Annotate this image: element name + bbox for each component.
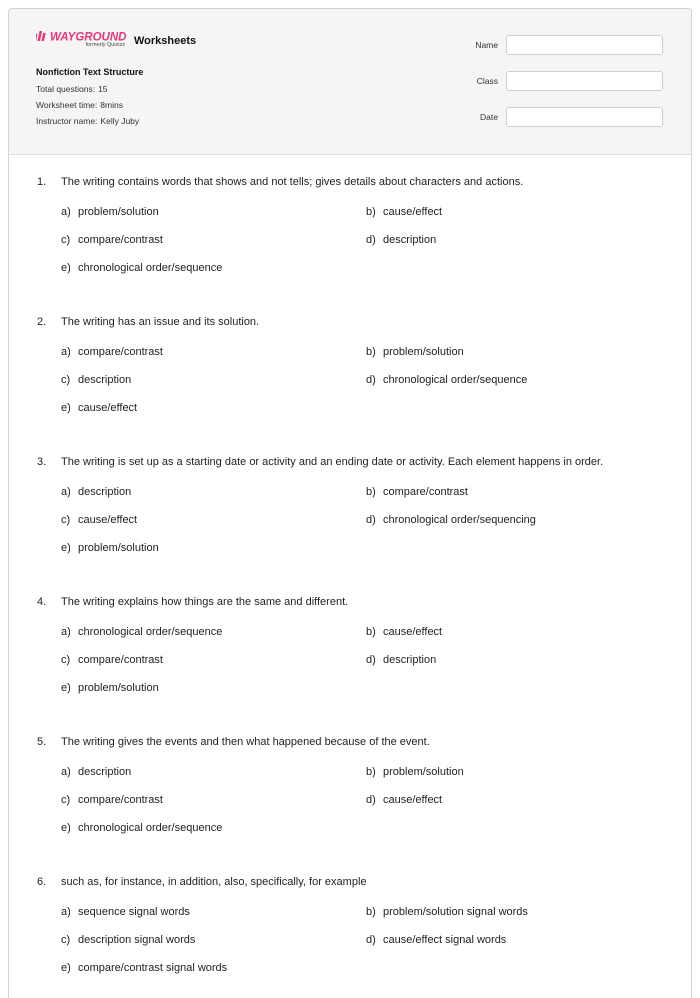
answer-option[interactable] [366, 234, 436, 246]
date-label: Date [480, 112, 498, 122]
question-prompt: The writing gives the events and then what happened because of the event. [61, 736, 430, 748]
answer-option[interactable] [61, 542, 159, 554]
option-text: description [383, 654, 437, 666]
instructor-name: Instructor name: Kelly Juby [36, 116, 140, 126]
answer-option[interactable] [61, 654, 163, 666]
option-letter: a) [61, 486, 71, 498]
answer-option[interactable] [61, 346, 163, 358]
option-text: compare/contrast signal words [78, 962, 228, 974]
option-text: sequence signal words [78, 906, 190, 918]
option-text: cause/effect [383, 794, 443, 806]
question-text [37, 316, 259, 328]
question-number: 5. [37, 736, 47, 748]
option-text: problem/solution [383, 346, 464, 358]
option-letter: c) [61, 374, 71, 386]
date-field-row [475, 106, 663, 128]
answer-option[interactable] [61, 262, 222, 274]
option-text: chronological order/sequence [78, 822, 223, 834]
question-text [37, 176, 523, 188]
answer-option[interactable] [61, 234, 163, 246]
question-prompt: The writing explains how things are the same and different. [61, 596, 349, 608]
answer-option[interactable] [61, 374, 131, 386]
question [37, 176, 524, 274]
question-text [37, 876, 367, 888]
name-input[interactable] [506, 35, 663, 55]
option-letter: c) [61, 654, 71, 666]
answer-option[interactable] [61, 486, 131, 498]
class-label: Class [476, 76, 498, 86]
answer-option[interactable] [61, 766, 131, 778]
answer-option[interactable] [61, 402, 137, 414]
option-letter: d) [366, 234, 376, 246]
brand-wordmark: WAYGROUND [50, 31, 127, 43]
question [37, 456, 604, 554]
answer-option[interactable] [61, 906, 190, 918]
option-letter: e) [61, 822, 71, 834]
question [37, 596, 443, 694]
answer-option[interactable] [366, 794, 442, 806]
option-letter: d) [366, 514, 376, 526]
option-text: description [78, 374, 132, 386]
question [37, 736, 464, 834]
option-letter: e) [61, 402, 71, 414]
option-letter: e) [61, 542, 71, 554]
option-letter: b) [366, 766, 376, 778]
question-number: 2. [37, 316, 47, 328]
answer-option[interactable] [366, 514, 536, 526]
wayground-logo [36, 29, 128, 48]
option-text: cause/effect signal words [383, 934, 507, 946]
option-letter: c) [61, 234, 71, 246]
name-field-row [475, 34, 663, 56]
question-text [37, 456, 603, 468]
question-number: 1. [37, 176, 47, 188]
option-letter: b) [366, 486, 376, 498]
answer-option[interactable] [366, 374, 527, 386]
option-text: problem/solution [78, 206, 159, 218]
total-questions: Total questions: 15 [36, 84, 108, 94]
option-text: chronological order/sequence [78, 626, 223, 638]
option-text: problem/solution signal words [383, 906, 528, 918]
answer-option[interactable] [61, 962, 227, 974]
product-name: Worksheets [134, 35, 197, 47]
option-letter: b) [366, 346, 376, 358]
question-number: 3. [37, 456, 47, 468]
option-text: problem/solution [78, 682, 159, 694]
brand [36, 29, 196, 48]
option-letter: d) [366, 794, 376, 806]
option-text: cause/effect [383, 206, 443, 218]
option-text: compare/contrast [78, 346, 163, 358]
answer-option[interactable] [366, 626, 442, 638]
option-letter: e) [61, 962, 71, 974]
option-letter: b) [366, 906, 376, 918]
question-number: 4. [37, 596, 47, 608]
question-prompt: The writing contains words that shows and not tells; gives details about characters and actions. [61, 176, 524, 188]
worksheet-header [9, 9, 691, 155]
answer-option[interactable] [61, 206, 159, 218]
answer-option[interactable] [366, 654, 436, 666]
question-prompt: The writing is set up as a starting date or activity and an ending date or activity. Each element happens in order. [61, 456, 604, 468]
option-letter: d) [366, 654, 376, 666]
class-field-row [475, 70, 663, 92]
class-input[interactable] [506, 71, 663, 91]
question [37, 876, 528, 974]
option-text: problem/solution [383, 766, 464, 778]
option-text: compare/contrast [78, 654, 163, 666]
option-letter: c) [61, 934, 71, 946]
answer-option[interactable] [366, 486, 468, 498]
option-letter: a) [61, 766, 71, 778]
option-letter: b) [366, 626, 376, 638]
answer-option[interactable] [366, 766, 464, 778]
option-letter: c) [61, 514, 71, 526]
option-letter: a) [61, 346, 71, 358]
question-prompt: The writing has an issue and its solution. [61, 316, 260, 328]
option-text: cause/effect [383, 626, 443, 638]
worksheet-title: Nonfiction Text Structure [36, 67, 144, 77]
answer-option[interactable] [366, 346, 464, 358]
option-letter: a) [61, 206, 71, 218]
option-text: compare/contrast [78, 234, 163, 246]
answer-option[interactable] [366, 906, 528, 918]
answer-option[interactable] [61, 934, 195, 946]
option-text: chronological order/sequence [383, 374, 528, 386]
question-text [37, 596, 348, 608]
brand-subtitle: formerly Quizizz [85, 42, 125, 48]
option-text: chronological order/sequencing [383, 514, 536, 526]
option-text: description signal words [78, 934, 196, 946]
option-letter: e) [61, 262, 71, 274]
option-letter: c) [61, 794, 71, 806]
answer-option[interactable] [61, 822, 222, 834]
question [37, 316, 528, 414]
option-letter: e) [61, 682, 71, 694]
option-text: chronological order/sequence [78, 262, 223, 274]
question-prompt: such as, for instance, in addition, also, specifically, for example [61, 876, 367, 888]
worksheet-time: Worksheet time: 8mins [36, 100, 123, 110]
answer-option[interactable] [61, 682, 159, 694]
question-text [37, 736, 430, 748]
option-text: compare/contrast [383, 486, 468, 498]
student-fields [475, 34, 663, 142]
answer-option[interactable] [61, 794, 163, 806]
option-letter: d) [366, 934, 376, 946]
wayground-logo-icon [36, 29, 128, 43]
option-letter: d) [366, 374, 376, 386]
option-letter: a) [61, 626, 71, 638]
option-text: description [78, 766, 132, 778]
answer-option[interactable] [366, 934, 506, 946]
option-letter: a) [61, 906, 71, 918]
question-number: 6. [37, 876, 47, 888]
worksheet-meta [36, 67, 143, 132]
date-input[interactable] [506, 107, 663, 127]
option-text: cause/effect [78, 514, 138, 526]
option-text: problem/solution [78, 542, 159, 554]
worksheet-page [8, 8, 692, 998]
option-text: cause/effect [78, 402, 138, 414]
answer-option[interactable] [61, 514, 137, 526]
option-text: description [78, 486, 132, 498]
option-text: compare/contrast [78, 794, 163, 806]
name-label: Name [475, 40, 498, 50]
answer-option[interactable] [61, 626, 222, 638]
option-text: description [383, 234, 437, 246]
answer-option[interactable] [366, 206, 442, 218]
option-letter: b) [366, 206, 376, 218]
